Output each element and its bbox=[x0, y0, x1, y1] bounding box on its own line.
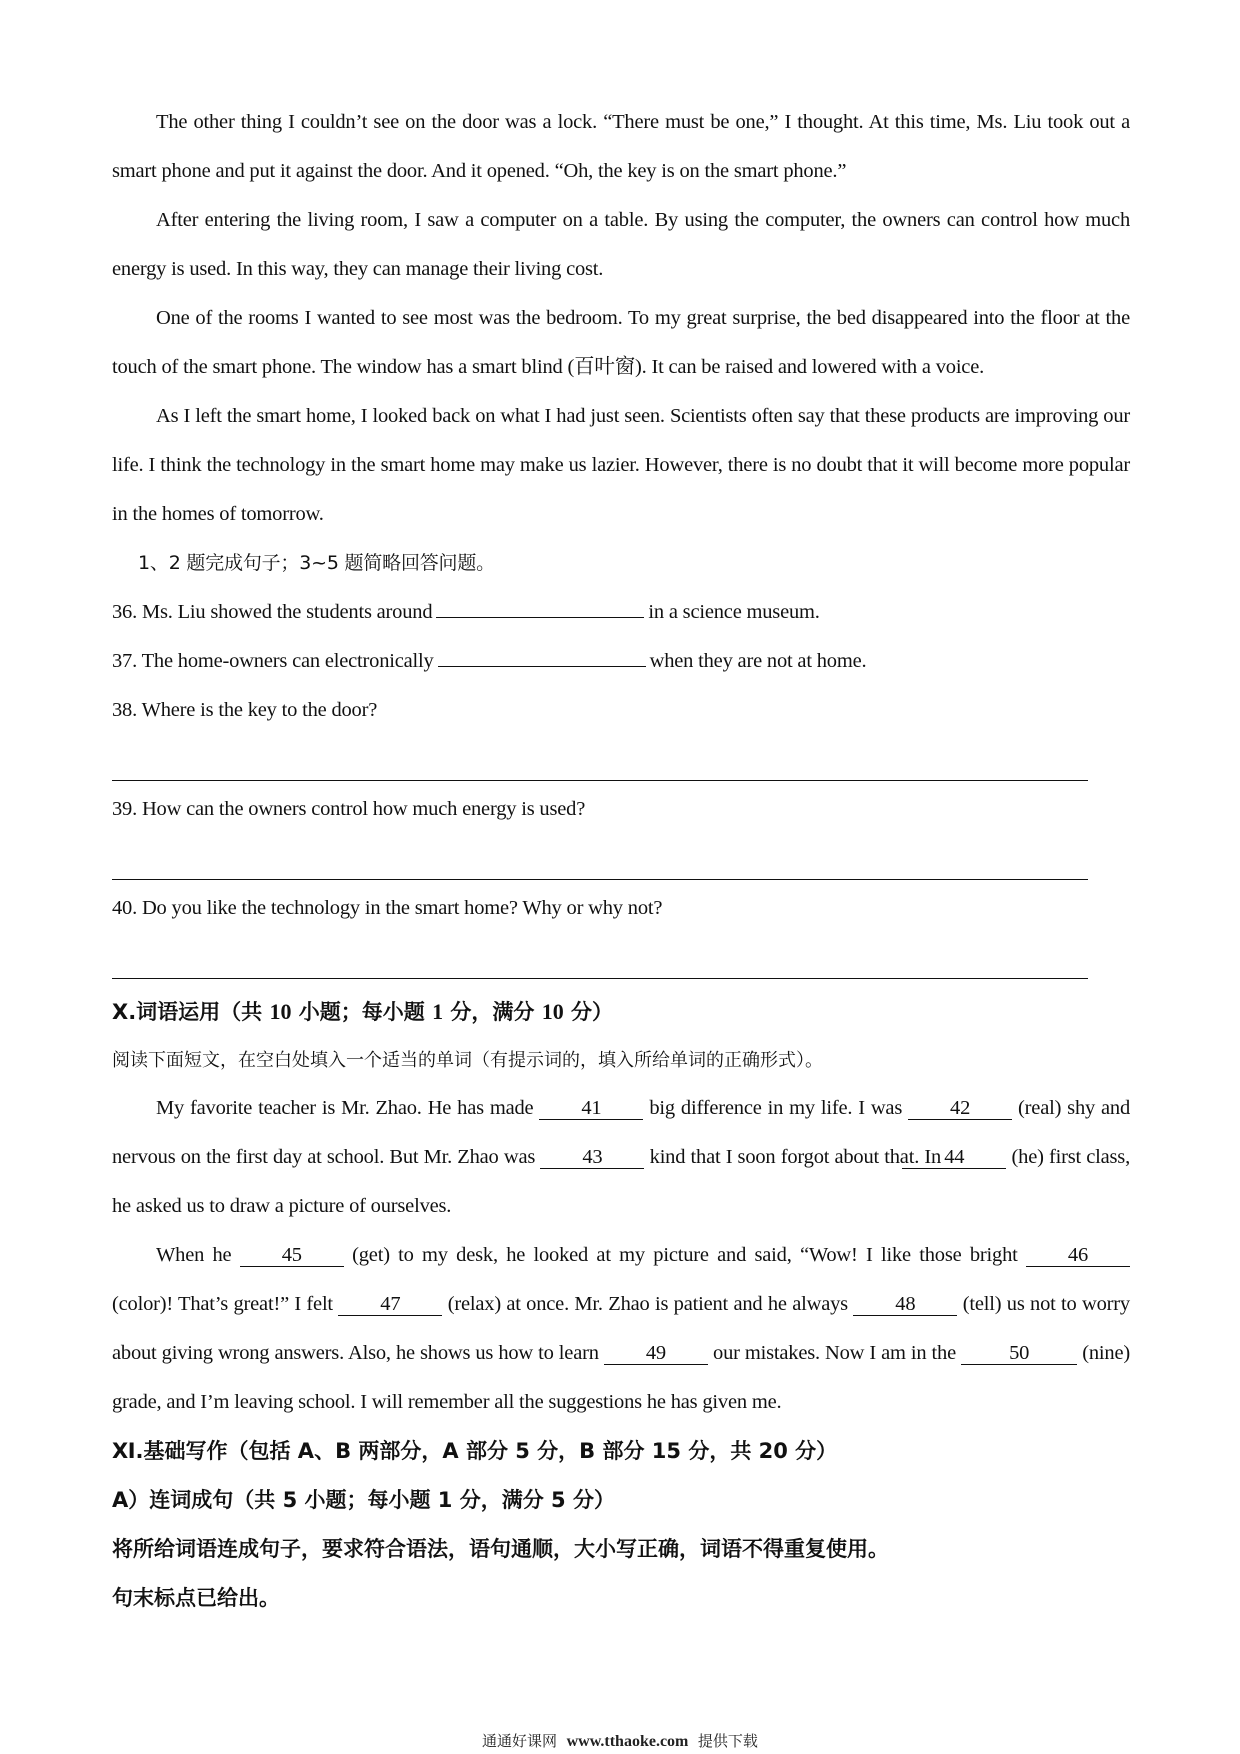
answer-line-39[interactable] bbox=[112, 834, 1088, 880]
cloze-blank-44[interactable]: 44 bbox=[902, 1146, 1006, 1169]
section-10-title-part: 分，满分 bbox=[443, 1000, 542, 1024]
cloze-text: (nine) grade, and I’m leaving school. I will remember all the suggestions he has given me. bbox=[112, 1342, 1130, 1413]
question-39: 39. How can the owners control how much energy is used? bbox=[112, 798, 586, 820]
section-10-instruction: 阅读下面短文，在空白处填入一个适当的单词（有提示词的，填入所给单词的正确形式）。 bbox=[112, 1050, 823, 1071]
section-10-points-each: 1 bbox=[432, 999, 444, 1024]
page-footer bbox=[0, 1730, 1240, 1751]
section-11-heading: Ⅺ.基础写作（包括 A、B 两部分，A 部分 5 分，B 部分 15 分，共 20 分） bbox=[112, 1439, 838, 1463]
section-10-title-part: 词语运用（共 bbox=[136, 1000, 270, 1024]
cloze-blank-47[interactable]: 47 bbox=[338, 1293, 442, 1316]
cloze-paragraph-1 bbox=[112, 1084, 1130, 1231]
cloze-blank-46[interactable]: 46 bbox=[1026, 1244, 1130, 1267]
answer-blank-36[interactable] bbox=[436, 599, 644, 618]
cloze-text: (relax) at once. Mr. Zhao is patient and he always bbox=[447, 1293, 848, 1315]
passage-paragraph-2: After entering the living room, I saw a computer on a table. By using the computer, the owners can control how much energy is used. In this way, they can manage their living cost. bbox=[112, 209, 1130, 280]
cloze-text: (color)! That’s great!” I felt bbox=[112, 1293, 333, 1315]
footer-url[interactable]: www.tthaoke.com bbox=[566, 1733, 689, 1750]
cloze-text: When he bbox=[156, 1244, 232, 1266]
reading-instruction: 1、2 题完成句子；3~5 题简略回答问题。 bbox=[138, 552, 495, 574]
cloze-text: (get) to my desk, he looked at my picture and said, “Wow! I like those bright bbox=[352, 1244, 1018, 1266]
cloze-text: (tell) us not to worry about giving wrong answers. Also, he shows us how to learn bbox=[112, 1293, 1130, 1364]
exam-page bbox=[112, 98, 1130, 1623]
answer-blank-37[interactable] bbox=[438, 648, 646, 667]
cloze-blank-48[interactable]: 48 bbox=[853, 1293, 957, 1316]
question-40: 40. Do you like the technology in the smart home? Why or why not? bbox=[112, 897, 663, 919]
question-36-tail: in a science museum. bbox=[648, 601, 820, 623]
section-10-title-part: 小题；每小题 bbox=[291, 1000, 433, 1024]
section-11-part-a-heading: A）连词成句（共 5 小题；每小题 1 分，满分 5 分） bbox=[112, 1488, 615, 1512]
cloze-text: our mistakes. Now I am in the bbox=[713, 1342, 956, 1364]
cloze-blank-45[interactable]: 45 bbox=[240, 1244, 344, 1267]
cloze-blank-43[interactable]: 43 bbox=[540, 1146, 644, 1169]
section-10-heading bbox=[112, 987, 1130, 1037]
section-10-total: 10 bbox=[541, 999, 564, 1024]
cloze-text: kind that I soon forgot about that. In bbox=[649, 1146, 942, 1168]
passage-paragraph-1: The other thing I couldn’t see on the door was a lock. “There must be one,” I thought. At this time, Ms. Liu took out a smart phone and put it against the door. And it opened. “Oh, the key is on the smart phone.” bbox=[112, 111, 1130, 182]
cloze-blank-50[interactable]: 50 bbox=[961, 1342, 1077, 1365]
section-11-instruction-1: 将所给词语连成句子，要求符合语法，语句通顺，大小写正确，词语不得重复使用。 bbox=[112, 1537, 889, 1561]
passage-paragraph-4: As I left the smart home, I looked back on what I had just seen. Scientists often say that these products are improving our life. I think the technology in the smart home may make us lazier. However, there is no doubt that it will become more popular in the homes of tomorrow. bbox=[112, 405, 1130, 525]
cloze-blank-42[interactable]: 42 bbox=[908, 1097, 1012, 1120]
cloze-blank-41[interactable]: 41 bbox=[539, 1097, 643, 1120]
question-37-tail: when they are not at home. bbox=[649, 650, 867, 672]
section-10-numeral: Ⅹ. bbox=[112, 1000, 137, 1024]
cloze-paragraph-2 bbox=[112, 1231, 1130, 1427]
question-36-text: 36. Ms. Liu showed the students around bbox=[112, 601, 433, 623]
question-37-text: 37. The home-owners can electronically bbox=[112, 650, 434, 672]
question-37 bbox=[112, 637, 1130, 686]
passage-paragraph-3: One of the rooms I wanted to see most was the bedroom. To my great surprise, the bed disappeared into the floor at the touch of the smart phone. The window has a smart blind (百叶窗). It can be raised and lowered with a voice. bbox=[112, 307, 1130, 378]
answer-line-40[interactable] bbox=[112, 933, 1088, 979]
section-11-instruction-2: 句末标点已给出。 bbox=[112, 1586, 280, 1610]
cloze-blank-49[interactable]: 49 bbox=[604, 1342, 708, 1365]
footer-suffix: 提供下载 bbox=[697, 1732, 758, 1750]
question-38: 38. Where is the key to the door? bbox=[112, 699, 378, 721]
answer-line-38[interactable] bbox=[112, 735, 1088, 781]
section-10-title-part: 分） bbox=[563, 1000, 614, 1024]
cloze-text: big difference in my life. I was bbox=[649, 1097, 903, 1119]
cloze-text: My favorite teacher is Mr. Zhao. He has made bbox=[156, 1097, 534, 1119]
cloze-text: (he) first class, he asked us to draw a picture of ourselves. bbox=[112, 1146, 1131, 1217]
section-10-count: 10 bbox=[269, 999, 292, 1024]
cloze-text: (real) shy and nervous on the first day at school. But Mr. Zhao was bbox=[112, 1097, 1131, 1168]
footer-site-name: 通通好课网 bbox=[482, 1732, 558, 1750]
question-36 bbox=[112, 588, 1130, 637]
